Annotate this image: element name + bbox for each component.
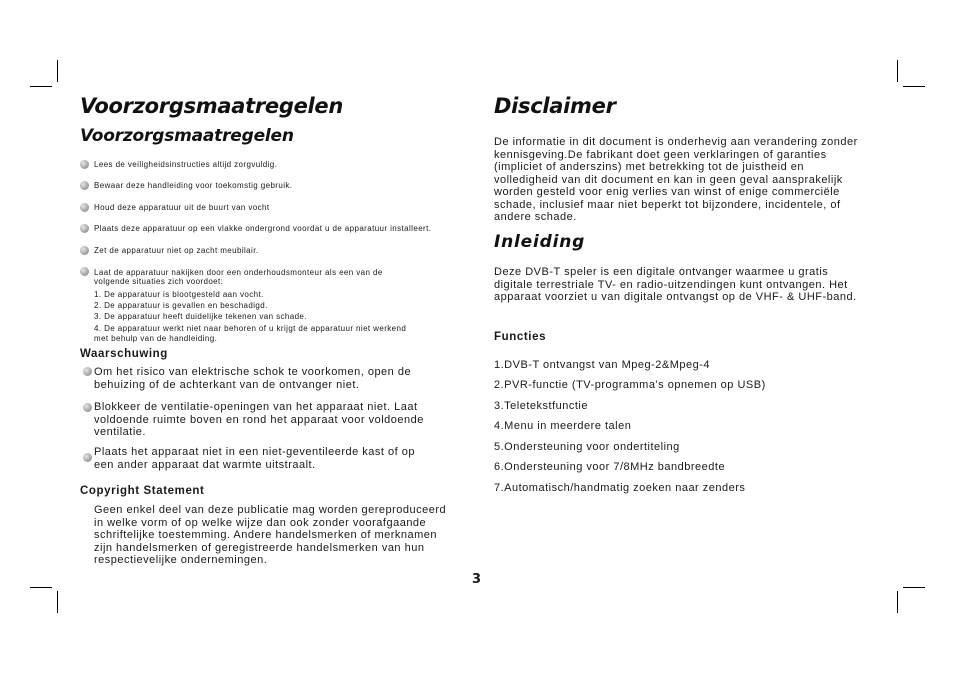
bullet-icon [80,246,89,255]
list-item: Blokkeer de ventilatie-openingen van het apparaat niet. Laat voldoende ruimte boven en rond het apparaat voor voldoende ventilatie. [94,401,424,438]
page-title-left: Voorzorgsmaatregelen [80,94,344,118]
list-item: 4.Menu in meerdere talen [494,420,632,432]
list-item: 5.Ondersteuning voor ondertiteling [494,441,680,453]
bullet-icon [80,160,89,169]
list-item: 4. De apparatuur werkt niet naar behoren of u krijgt de apparatuur niet werkend met behulp van de handleiding. [94,324,407,343]
section-subtitle: Voorzorgsmaatregelen [80,126,294,146]
crop-mark [897,60,898,82]
list-item: 2. De apparatuur is gevallen en beschadigd. [94,301,268,310]
crop-mark [30,587,52,588]
list-item: 6.Ondersteuning voor 7/8MHz bandbreedte [494,461,726,473]
list-item: 1. De apparatuur is blootgesteld aan vocht. [94,290,264,299]
disclaimer-text: De informatie in dit document is onderhevig aan verandering zonder kennisgeving.De fabrikant doet geen verklaringen of garanties (impliciet of anderszins) met betrekking tot de juistheid en volledigheid van dit document en kan in geen geval aansprakelijk worden gesteld voor enig verlies van winst of enige commerciële schade, inclusief maar niet beperkt tot bijzondere, incidentele, of andere schade. [494,136,858,223]
list-item: Zet de apparatuur niet op zacht meubilair. [94,246,259,255]
list-item: Plaats deze apparatuur op een vlakke ondergrond voordat u de apparatuur installeert. [94,224,432,233]
list-item: 2.PVR-functie (TV-programma’s opnemen op USB) [494,379,766,391]
crop-mark [903,86,925,87]
crop-mark [897,591,898,613]
intro-text: Deze DVB-T speler is een digitale ontvanger waarmee u gratis digitale terrestriale TV- en radio-uitzendingen kunt ontvangen. Het apparaat voorziet u van digitale ontvangst op de VHF- & UHF-band. [494,266,857,303]
list-item: 1.DVB-T ontvangst van Mpeg-2&Mpeg-4 [494,359,711,371]
crop-mark [30,86,52,87]
warning-heading: Waarschuwing [80,348,168,360]
list-item: 7.Automatisch/handmatig zoeken naar zenders [494,482,746,494]
functions-heading: Functies [494,331,547,343]
bullet-icon [83,403,92,412]
crop-mark [57,591,58,613]
crop-mark [57,60,58,82]
copyright-text: Geen enkel deel van deze publicatie mag worden gereproduceerd in welke vorm of op welke wijze dan ook zonder voorafgaande schriftelijke toestemming. Andere handelsmerken of merknamen zijn handelsmerken of geregistreerde handelsmerken van hun respectievelijke ondernemingen. [94,504,447,566]
intro-title: Inleiding [494,232,586,252]
copyright-heading: Copyright Statement [80,485,205,497]
bullet-icon [83,453,92,462]
bullet-icon [80,181,89,190]
list-item: 3.Teletekstfunctie [494,400,588,412]
bullet-icon [80,203,89,212]
list-item: Houd deze apparatuur uit de buurt van vocht [94,203,270,212]
list-item: Bewaar deze handleiding voor toekomstig gebruik. [94,181,293,190]
crop-mark [903,587,925,588]
list-item: Om het risico van elektrische schok te voorkomen, open de behuizing of de achterkant van de ontvanger niet. [94,366,412,391]
page-title-right: Disclaimer [494,94,616,118]
list-item: 3. De apparatuur heeft duidelijke tekenen van schade. [94,312,307,321]
bullet-icon [80,267,89,276]
list-item: Laat de apparatuur nakijken door een onderhoudsmonteur als een van de volgende situaties zich voordoet: [94,268,383,286]
list-item: Plaats het apparaat niet in een niet-geventileerde kast of op een ander apparaat dat warmte uitstraalt. [94,446,415,471]
page-number: 3 [472,572,482,587]
bullet-icon [80,224,89,233]
list-item: Lees de veiligheidsinstructies altijd zorgvuldig. [94,160,278,169]
bullet-icon [83,367,92,376]
